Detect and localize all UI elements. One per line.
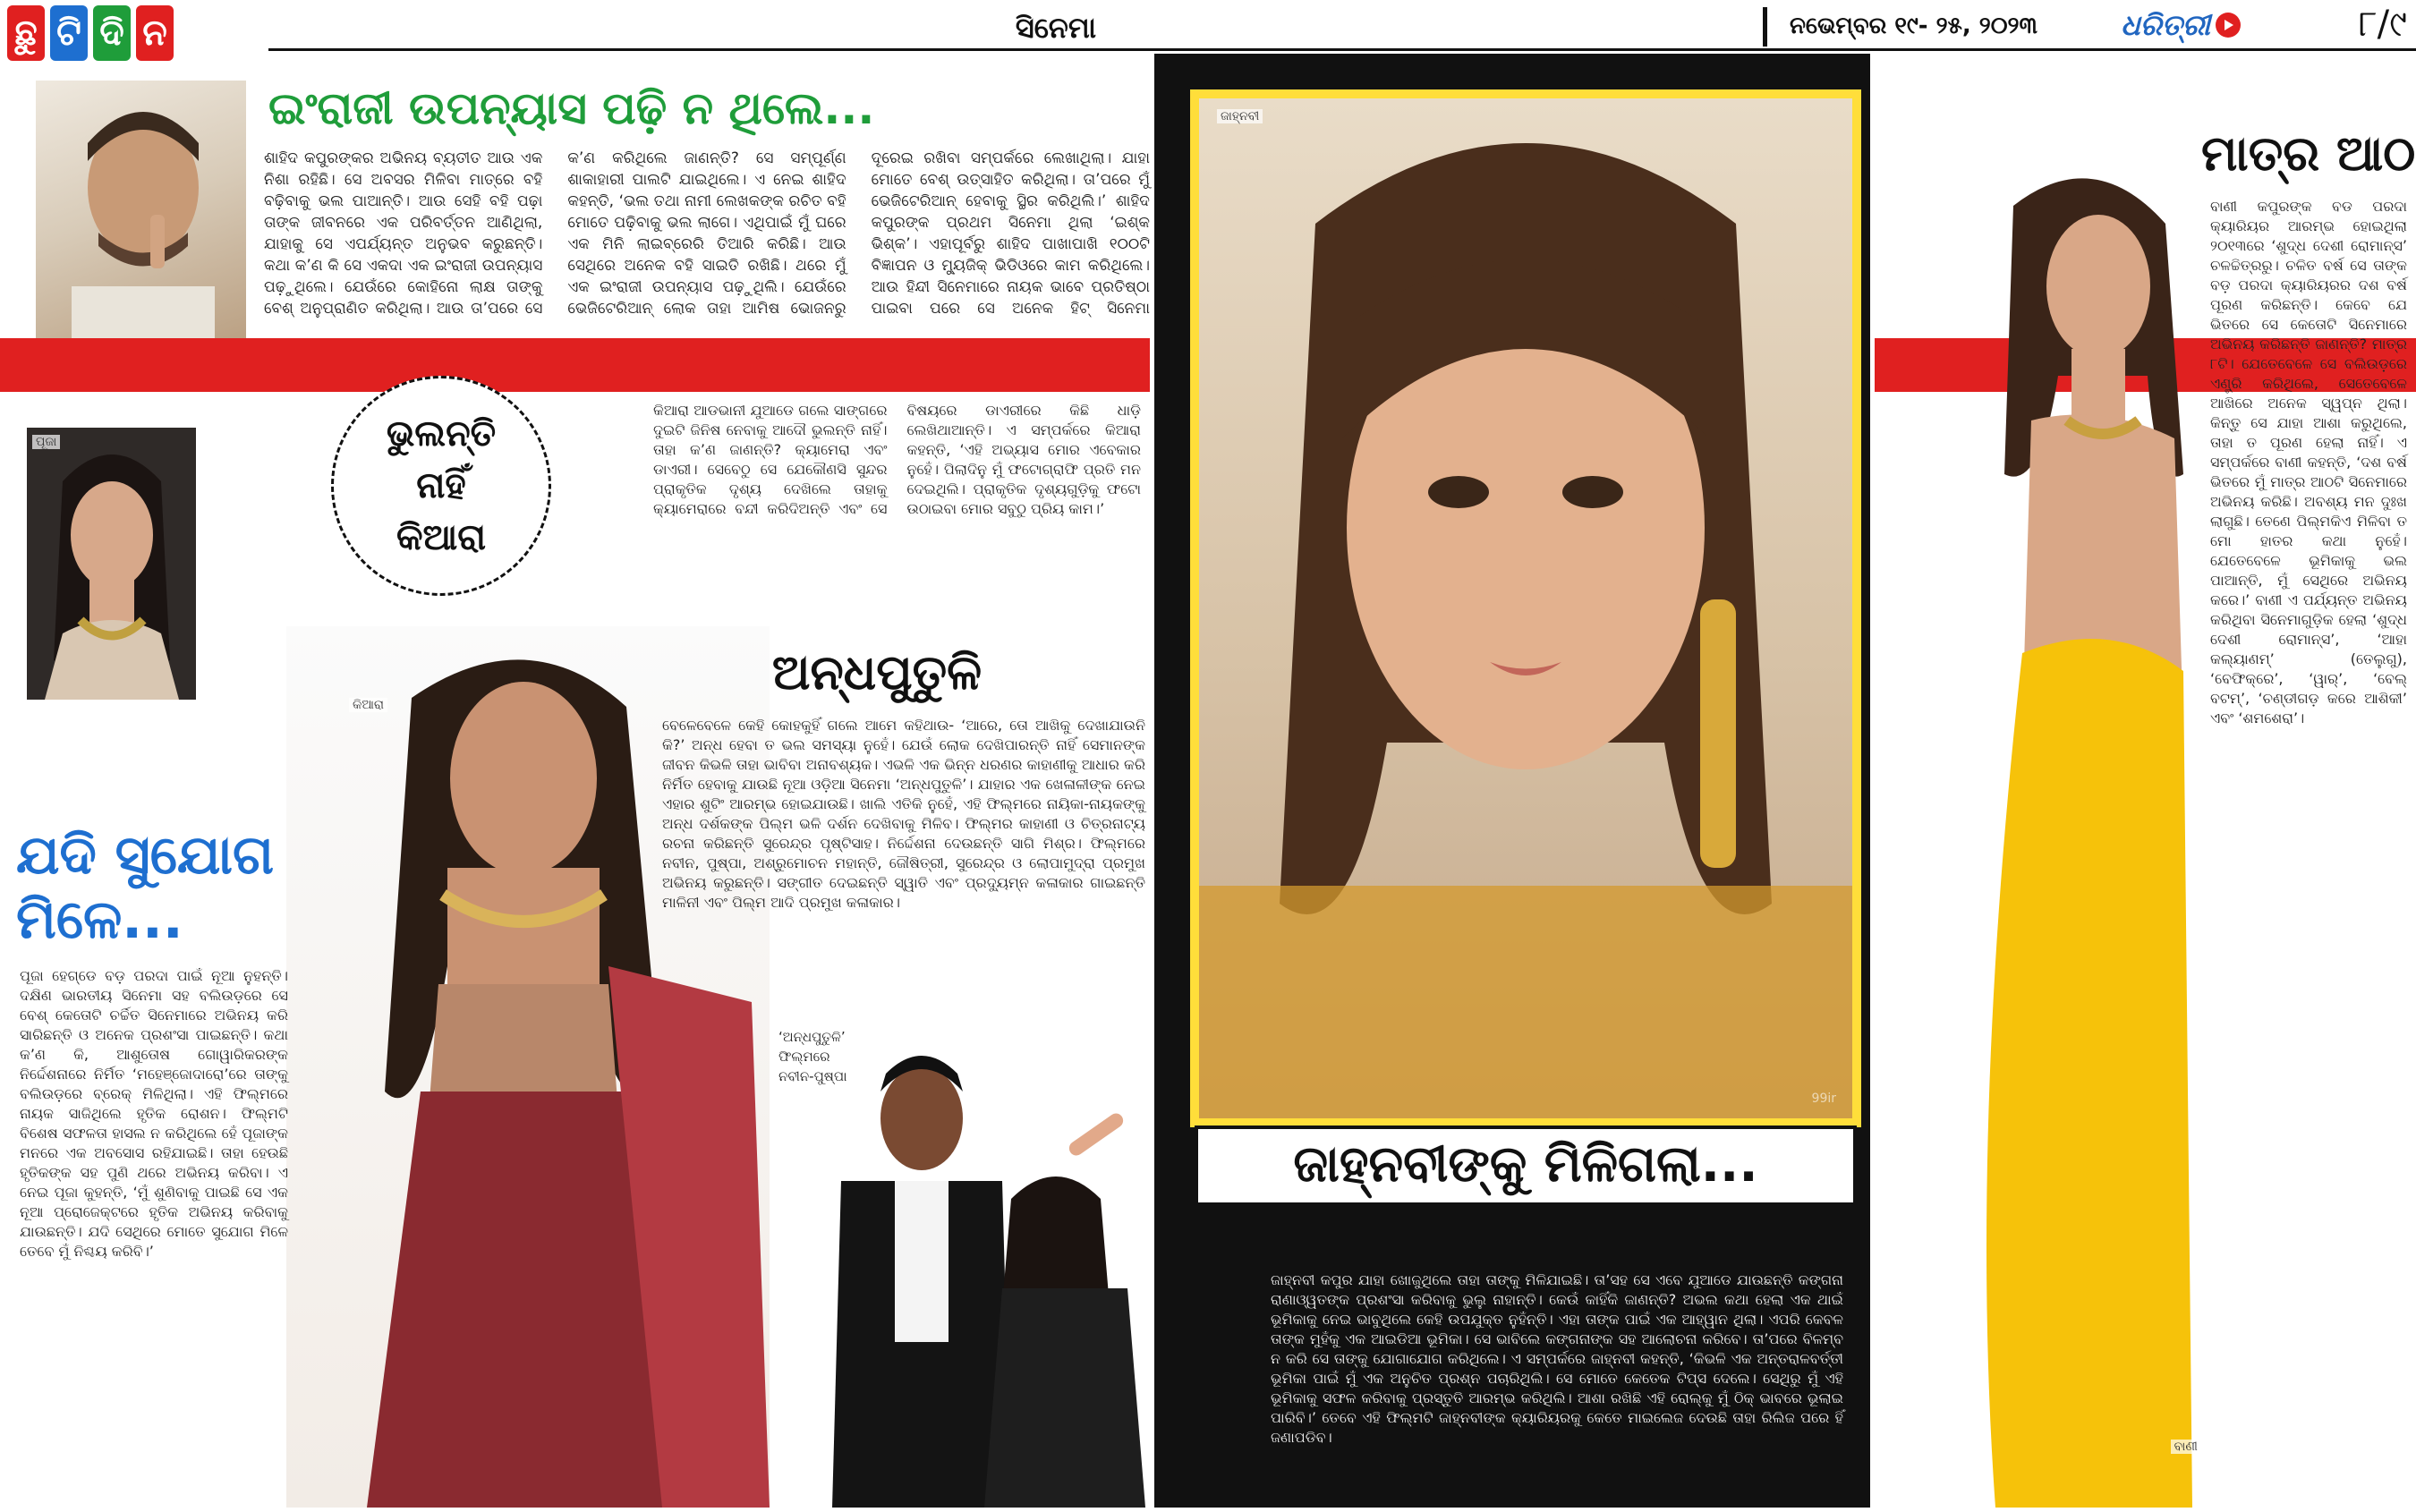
andhaputuli-caption-line: ‘ଅନ୍ଧପୁତୁଳି’ — [778, 1029, 846, 1045]
andhaputuli-article: ବେଳେବେଳେ କେହି କୋହକୁହିଁ ଗଲେ ଆମେ କହିଥାଉ- ‘ଆରେ, ତୋ ଆଖିକୁ ଦେଖାଯାଉନି କି?’ ଅନ୍ଧ ହେବା ତ ଭଲ ସମସ୍ୟା ନୁହେଁ। ଯେଉଁ ଲୋକ ଦେଖିପାରନ୍ତି ନାହିଁ ସେମାନଙ୍କ ଜୀବନ କିଭଳି ତାହା ଭାବିବା ଅନାବଶ୍ୟକ। ଏଭଳି ଏକ ଭିନ୍ନ ଧରଣର କାହାଣୀକୁ ଆଧାର କରି ନିର୍ମିତ ହେବାକୁ ଯାଉଛି ନୂଆ ଓଡ଼ିଆ ସିନେମା ‘ଅନ୍ଧପୁତୁଳି’। ଯାହାର ଏକ ଖେଳାଳୀଙ୍କ ନେଇ ଏହାର ଶୁଟିଂ ଆରମ୍ଭ ହୋଇଯାଉଛି। ଖାଲି ଏତିକି ନୁହେଁ, ଏହି ଫିଲ୍ମରେ ନାୟିକା-ନାୟକଙ୍କୁ ଅନ୍ଧ ଦର୍ଶକଙ୍କ ପିଲ୍ମ ଭଳି ଦର୍ଶନ ଦେଖିବାକୁ ମିଳିବ। ଫିଲ୍ମର କାହାଣୀ ଓ ଚିତ୍ରନାଟ୍ୟ ରଚନା କରିଛନ୍ତି ସୁରେନ୍ଦ୍ର ପୃଷ୍ଟିସାହ। ନିର୍ଦ୍ଦେଶନା ଦେଉଛନ୍ତି ସାଗି ମିଶ୍ର। ଫିଲ୍ମରେ ନବୀନ, ପୁଷ୍ପା, ଅଶ୍ରୁମୋଚନ ମହାନ୍ତି, ଜୌଷିତ୍ରୀ, ସୁରେନ୍ଦ୍ର ଓ ଲୋପାମୁଦ୍ରା ପ୍ରମୁଖ ଅଭିନୟ କରୁଛନ୍ତି। ସଙ୍ଗୀତ ଦେଇଛନ୍ତି ସ୍ୱାତି ଏବଂ ପ୍ରଦ୍ୟୁମ୍ନ କଳାକାର ଗାଇଛନ୍ତି ମାଳିନୀ ଏବଂ ପିଲ୍ମ ଆଦି ପ୍ରମୁଖ କଳାକାର। — [662, 717, 1145, 911]
andhaputuli-headline: ଅନ୍ଧପୁତୁଳି — [771, 644, 983, 701]
section-logo-letter: ଦି — [93, 5, 131, 61]
shahid-photo — [36, 81, 246, 367]
page-number: ୮/୯ — [2358, 4, 2407, 45]
vaani-headline: ମାତ୍ର ଆଠ — [2201, 125, 2416, 182]
page-title: ସିନେମା — [1015, 11, 1097, 45]
section-logo-letter: ଛୁ — [7, 5, 45, 61]
vaani-article: ବାଣୀ କପୁରଙ୍କ ବଡ ପରଦା କ୍ୟାରିୟର ଆରମ୍ଭ ହୋଇଥିଲା ୨୦୧୩ରେ ‘ଶୁଦ୍ଧ ଦେଶୀ ରୋମାନ୍ସ’ ଚଳଚ୍ଚିତ୍ରରୁ। ଚଳିତ ବର୍ଷ ସେ ତାଙ୍କ ବଡ଼ ପରଦା କ୍ୟାରିୟରର ଦଶ ବର୍ଷ ପୂରଣ କରିଛନ୍ତି। କେବେ ଯେ ଭିତରେ ସେ କେତୋଟି ସିନେମାରେ ଅଭିନୟ କରିଛନ୍ତି ଜାଣନ୍ତି? ମାତ୍ର ୮ଟି। ଯେତେବେଳେ ସେ ବଲିଉଡ଼ରେ ଏଣ୍ଟ୍ରି କରିଥିଲେ, ସେତେବେଳେ ଆଖିରେ ଅନେକ ସ୍ୱପ୍ନ ଥିଲା। କିନ୍ତୁ ସେ ଯାହା ଆଶା କରୁଥିଲେ, ତାହା ତ ପୂରଣ ହେଲା ନାହିଁ। ଏ ସମ୍ପର୍କରେ ବାଣୀ କହନ୍ତି, ‘ଦଶ ବର୍ଷ ଭିତରେ ମୁଁ ମାତ୍ର ଆଠଟି ସିନେମାରେ ଅଭିନୟ କରିଛି। ଅବଶ୍ୟ ମନ ଦୁଃଖ ଲାଗୁଛି। ତେଣେ ପିଲ୍ମକିଏ ମିଳିବା ତ ମୋ ହାତର କଥା ନୁହେଁ। ଯେତେବେଳେ ଭୂମିକାକୁ ଭଲ ପାଆନ୍ତି, ମୁଁ ସେଥିରେ ଅଭିନୟ କରେ।’ ବାଣୀ ଏ ପର୍ଯ୍ୟନ୍ତ ଅଭିନୟ କରିଥିବା ସିନେମାଗୁଡ଼ିକ ହେଲା ‘ଶୁଦ୍ଧ ଦେଶୀ ରୋମାନ୍ସ’, ‘ଆହା କଲ୍ୟାଣମ୍’ (ତେଲୁଗୁ), ‘ବେଫିକ୍ରେ’, ‘ୱାର୍’, ‘ବେଲ୍ ବଟମ୍’, ‘ଚଣ୍ଡୀଗଡ଼ କରେ ଆଶିକୀ’ ଏବଂ ‘ଶମଶେରା’। — [2210, 198, 2407, 726]
pooja-caption: ପୂଜା — [32, 435, 60, 449]
brand-name: ଧରିତ୍ରୀ — [2121, 7, 2210, 42]
issue-date: ନଭେମ୍ବର ୧୯- ୨୫, ୨୦୨୩ — [1790, 13, 2037, 39]
portrait-illustration — [787, 1020, 1154, 1508]
kiara-headline-badge — [331, 376, 551, 596]
kiara-headline-line: କିଆରା — [396, 517, 487, 558]
portrait-illustration — [36, 81, 246, 367]
pooja-headline-line: ଯଦି ସୁଯୋଗ — [16, 824, 275, 887]
section-logo-letter: ନ — [136, 5, 174, 61]
andhaputuli-caption-line: ଫିଲ୍ମରେ — [778, 1049, 830, 1065]
janhvi-headline: ଜାହ୍ନବୀଙ୍କୁ ମିଳିଗଲା... — [1195, 1126, 1857, 1206]
portrait-illustration — [27, 428, 196, 700]
portrait-illustration — [1888, 152, 2228, 1508]
kiara-caption: କିଆରା — [349, 698, 387, 712]
play-icon — [2216, 13, 2241, 38]
janhvi-article: ଜାହ୍ନବୀ କପୁର ଯାହା ଖୋଜୁଥିଲେ ତାହା ତାଙ୍କୁ ମିଳିଯାଇଛି। ତା’ସହ ସେ ଏବେ ଯୁଆଡେ ଯାଉଛନ୍ତି କଙ୍ଗନା ରାଣାଓ୍ୱତଙ୍କ ପ୍ରଶଂସା କରିବାକୁ ଭୁଲୁ ନାହାନ୍ତି। କେଉଁ କାହିଁକି ଜାଣନ୍ତି? ଅଭଲ କଥା ହେଲା ଏକ ଥାଇଁ ଭୂମିକାକୁ ନେଇ ଭାବୁଥିଲେ କେହି ଉପଯୁକ୍ତ ନୁହଁନ୍ତି। ଏହା ତାଙ୍କ ପାଇଁ ଏକ ଆହ୍ୱାନ ଥିଲା। ଏପରି କେବଳ ତାଙ୍କ ମୁହଁକୁ ଏକ ଆଇଡିଆ ଭୂମିକା। ସେ ଭାବିଲେ କଙ୍ଗନାଙ୍କ ସହ ଆଲୋଚନା କରିବେ। ତା’ପରେ ବିଳମ୍ବ ନ କରି ସେ ତାଙ୍କୁ ଯୋଗାଯୋଗ କରିଥିଲେ। ଏ ସମ୍ପର୍କରେ ଜାହ୍ନବୀ କହନ୍ତି, ‘କିଭଳି ଏକ ଅନ୍ତରାଳବର୍ତ୍ତୀ ଭୂମିକା ପାଇଁ ମୁଁ ଏକ ଅନୁଚିତ ପ୍ରଶ୍ନ ପଚାରିଥିଲି। ସେ ମୋତେ କେତେକ ଟିପ୍ସ ଦେଲେ। ସେଥିରୁ ମୁଁ ଏହି ଭୂମିକାକୁ ସଫଳ କରିବାକୁ ପ୍ରସ୍ତୁତି ଆରମ୍ଭ କରିଥିଲି। ଆଶା ରଖିଛି ଏହି ରୋଲ୍‌କୁ ମୁଁ ଠିକ୍ ଭାବରେ ଭୂଲାଇ ପାରିବି।’ ତେବେ ଏହି ଫିଲ୍ମଟି ଜାହ୍ନବୀଙ୍କ କ୍ୟାରିୟରକୁ କେତେ ମାଇଲେଜ ଦେଉଛି ତାହା ରିଲିଜ ପରେ ହିଁ ଜଣାପଡିବ। — [1271, 1271, 1843, 1446]
masthead-rule — [268, 48, 2416, 51]
pooja-photo — [20, 420, 203, 707]
kiara-headline-line: ନାହିଁ — [416, 465, 466, 506]
masthead-divider — [1763, 7, 1767, 47]
janhvi-photo-label: ଜାହ୍ନବୀ — [1217, 109, 1263, 123]
andhaputuli-photo — [787, 1020, 1154, 1508]
kiara-article: କିଆରା ଆଡଭାନୀ ଯୁଆଡେ ଗଲେ ସାଙ୍ଗରେ ଦୁଇଟି ଜିନିଷ ନେବାକୁ ଆଦୌ ଭୁଲନ୍ତି ନାହିଁ। ତାହା କ’ଣ ଜାଣନ୍ତି? କ୍ୟାମେରା ଏବଂ ଡାଏରୀ। ସେବେଠୁ ସେ ଯେକୌଣସି ସୁନ୍ଦର ପ୍ରାକୃତିକ ଦୃଶ୍ୟ ଦେଖିଲେ ତାହାକୁ କ୍ୟାମେରାରେ ବନ୍ଦୀ କରିଦିଅନ୍ତି ଏବଂ ସେ ବିଷୟରେ ଡାଏରୀରେ କିଛି ଧାଡ଼ି ଲେଖିଥାଆନ୍ତି। ଏ ସମ୍ପର୍କରେ କିଆରା କହନ୍ତି, ‘ଏହି ଅଭ୍ୟାସ ମୋର ଏବେକାର ନୁହେଁ। ପିଲାଦିନୁ ମୁଁ ଫଟୋଗ୍ରାଫି ପ୍ରତି ମନ ଦେଇଥିଲି। ପ୍ରାକୃତିକ ଦୃଶ୍ୟଗୁଡ଼ିକୁ ଫଟୋ ଉଠାଇବା ମୋର ସବୁଠୁ ପ୍ରିୟ କାମ।’ — [653, 402, 1141, 517]
photo-watermark: 99ir — [1811, 1092, 1836, 1106]
andhaputuli-caption-line: ନବୀନ-ପୁଷ୍ପା — [778, 1068, 847, 1084]
shahid-article: ଶାହିଦ କପୁରଙ୍କର ଅଭିନୟ ବ୍ୟତୀତ ଆଉ ଏକ ନିଶା ରହିଛି। ସେ ଅବସର ମିଳିବା ମାତ୍ରେ ବହି ବଢ଼ିବାକୁ ଭଲ ପାଆନ୍ତି। ଆଉ ସେହି ବହି ପଢ଼ା ତାଙ୍କ ଜୀବନରେ ଏକ ପରିବର୍ତ୍ତନ ଆଣିଥିଲା, ଯାହାକୁ ସେ ଏପର୍ଯ୍ୟନ୍ତ ଅନୁଭବ କରୁଛନ୍ତି। କଥା କ’ଣ କି ସେ ଏକଦା ଏକ ଇଂରାଜୀ ଉପନ୍ୟାସ ପଢ଼ୁଥିଲେ। ଯେଉଁରେ କୋହିନୋ ଲାକ୍ଷ ତାଙ୍କୁ ବେଶ୍ ଅନୁପ୍ରାଣିତ କରିଥିଲା। ଆଉ ତା’ପରେ ସେ କ’ଣ କରିଥିଲେ ଜାଣନ୍ତି? ସେ ସମ୍ପୂର୍ଣ୍ଣ ଶାକାହାରୀ ପାଲଟି ଯାଇଥିଲେ। ଏ ନେଇ ଶାହିଦ କହନ୍ତି, ‘ଭଲ ତଥା ନାମୀ ଲେଖକଙ୍କ ରଚିତ ବହି ମୋତେ ପଢ଼ିବାକୁ ଭଲ ଲାଗେ। ଏଥିପାଇଁ ମୁଁ ଘରେ ଏକ ମିନି ଲାଇବ୍ରେରି ତିଆରି କରିଛି। ଆଉ ସେଥିରେ ଅନେକ ବହି ସାଇତି ରଖିଛି। ଥରେ ମୁଁ ଏକ ଇଂରାଜୀ ଉପନ୍ୟାସ ପଢ଼ୁଥିଲି। ଯେଉଁରେ ଭେଜିଟେରିଆନ୍ ଲୋକ ତାହା ଆମିଷ ଭୋଜନରୁ ଦୂରେଇ ରଖିବା ସମ୍ପର୍କରେ ଲେଖାଥିଲା। ଯାହା ମୋତେ ବେଶ୍ ଉତ୍ସାହିତ କରିଥିଲା। ତା’ପରେ ମୁଁ ଭେଜିଟେରିଆନ୍ ହେବାକୁ ସ୍ଥିର କରିଥିଲି।’ ଶାହିଦ କପୁରଙ୍କ ପ୍ରଥମ ସିନେମା ଥିଲା ‘ଇଶ୍କ ଭିଶ୍କ’। ଏହାପୂର୍ବରୁ ଶାହିଦ ପାଖାପାଖି ୧୦୦ଟି ବିଜ୍ଞାପନ ଓ ମ୍ୟୁଜିକ୍ ଭିଡିଓରେ କାମ କରିଥିଲେ। ଆଉ ହିନ୍ଦୀ ସିନେମାରେ ନାୟକ ଭାବେ ପ୍ରତିଷ୍ଠା ପାଇବା ପରେ ସେ ଅନେକ ହିଟ୍ ସିନେମା — [264, 149, 1150, 318]
vaani-caption: ବାଣୀ — [2171, 1440, 2201, 1454]
section-logo — [7, 5, 186, 68]
janhvi-photo — [1190, 89, 1861, 1127]
pooja-headline-line: ମିଳେ... — [16, 888, 183, 951]
vaani-photo — [1888, 152, 2228, 1508]
kiara-headline-line: ଭୁଲନ୍ତି — [386, 413, 497, 454]
section-logo-letter: ଟି — [50, 5, 88, 61]
pooja-article: ପୂଜା ହେଗ୍ଡେ ବଡ଼ ପରଦା ପାଇଁ ନୂଆ ନୁହନ୍ତି। ଦକ୍ଷିଣ ଭାରତୀୟ ସିନେମା ସହ ବଲିଉଡ଼ରେ ସେ ବେଶ୍ କେତୋଟି ଚର୍ଚ୍ଚିତ ସିନେମାରେ ଅଭିନୟ କରି ସାରିଛନ୍ତି ଓ ଅନେକ ପ୍ରଶଂସା ପାଇଛନ୍ତି। କଥା କ’ଣ କି, ଆଶୁତୋଷ ଗୋୱାରିକରଙ୍କ ନିର୍ଦ୍ଦେଶନାରେ ନିର୍ମିତ ‘ମହେଞ୍ଜୋଦାରୋ’ରେ ତାଙ୍କୁ ବଲିଉଡ଼ରେ ବ୍ରେକ୍ ମିଳିଥିଲା। ଏହି ଫିଲ୍ମରେ ନାୟକ ସାଜିଥିଲେ ହୃତିକ ରୋଶନ। ଫିଲ୍ମଟି ବିଶେଷ ସଫଳତା ହାସଲ ନ କରିଥିଲେ ହେଁ ପୂଜାଙ୍କ ମନରେ ଏକ ଅବସୋସ ରହିଯାଇଛି। ତାହା ହେଉଛି ହୃତିକଙ୍କ ସହ ପୁଣି ଥରେ ଅଭିନୟ କରିବା। ଏ ନେଇ ପୂଜା କୁହନ୍ତି, ‘ମୁଁ ଶୁଣିବାକୁ ପାଇଛି ସେ ଏକ ନୂଆ ପ୍ରୋଜେକ୍ଟରେ ହୃତିକ ଅଭିନୟ କରିବାକୁ ଯାଉଛନ୍ତି। ଯଦି ସେଥିରେ ମୋତେ ସୁଯୋଗ ମିଳେ ତେବେ ମୁଁ ନିଶ୍ଚୟ କରିବି।’ — [20, 967, 288, 1260]
red-banner-band — [0, 338, 1150, 392]
pooja-headline — [16, 823, 285, 952]
shahid-headline: ଇଂରାଜୀ ଉପନ୍ୟାସ ପଢ଼ି ନ ଥିଲେ... — [268, 82, 875, 134]
brand-logo — [2121, 5, 2273, 45]
portrait-illustration — [1199, 98, 1852, 1118]
